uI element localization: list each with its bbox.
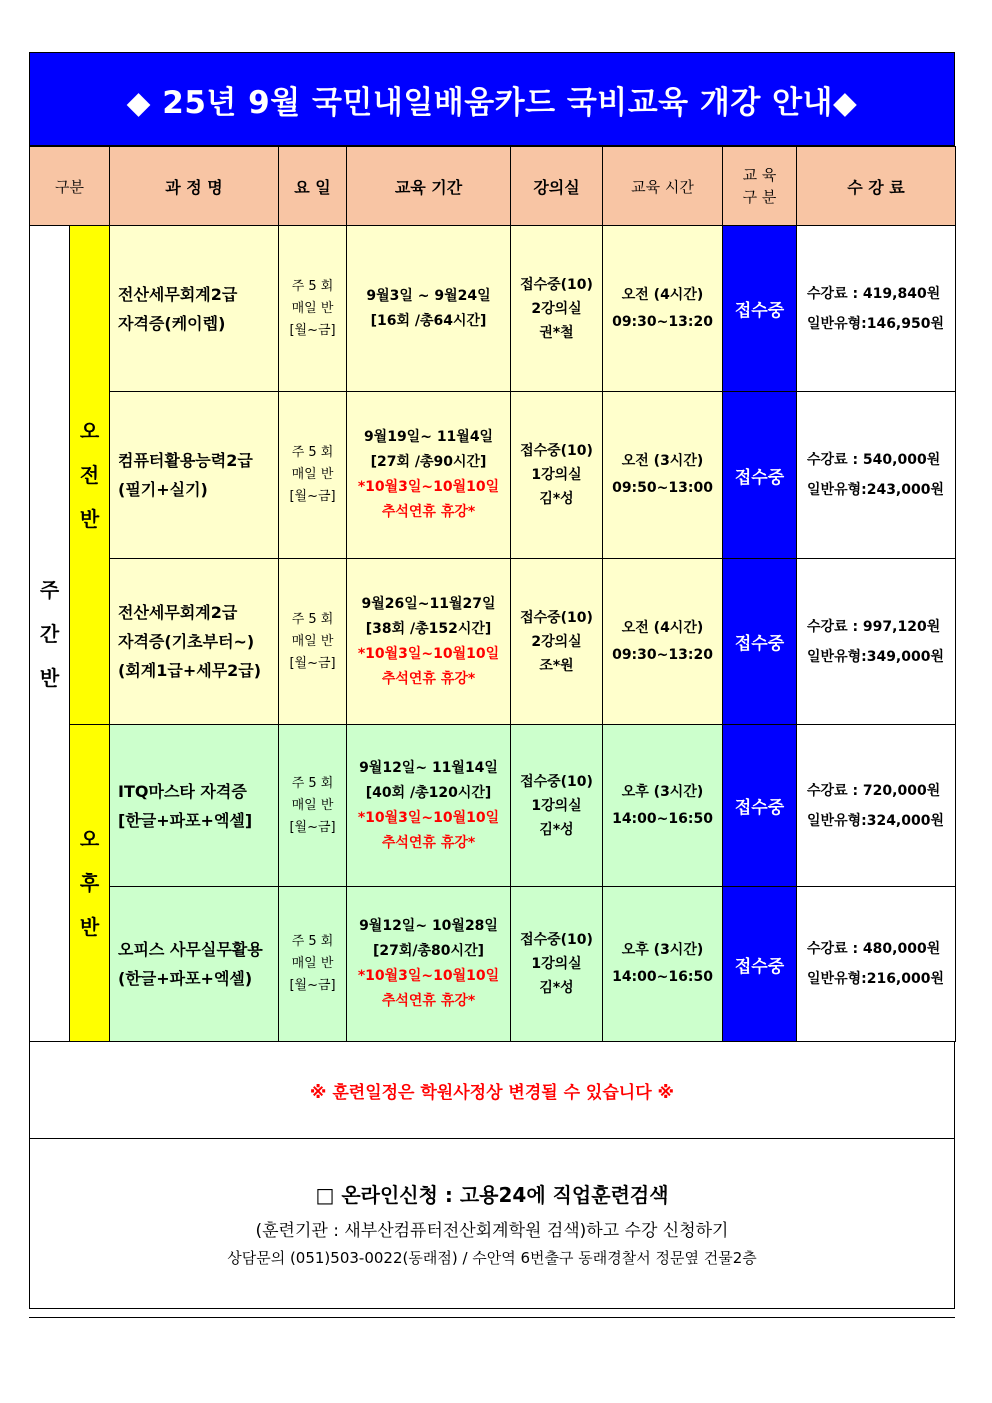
- group-afternoon: 오 후 반: [70, 725, 110, 1042]
- bottom-rule: [29, 1317, 955, 1318]
- course-room: 접수중(10) 1강의실 김*성: [511, 392, 603, 559]
- course-period: 9월3일 ~ 9월24일 [16회 /총64시간]: [347, 226, 511, 392]
- header-period: 교육 기간: [347, 147, 511, 226]
- header-time: 교육 시간: [603, 147, 723, 226]
- course-name: 컴퓨터활용능력2급 (필기+실기): [110, 392, 279, 559]
- table-row: [30, 559, 956, 725]
- header-days: 요 일: [279, 147, 347, 226]
- status-badge: 접수중: [723, 887, 797, 1042]
- holiday-note: *10월3일~10월10일: [357, 809, 500, 826]
- course-fee: 수강료 : 540,000원 일반유형:243,000원: [797, 392, 956, 559]
- header-fee: 수 강 료: [797, 147, 956, 226]
- course-period: 9월12일~ 10월28일 [27회/총80시간] *10월3일~10월10일 추석연휴 휴강*: [347, 887, 511, 1042]
- status-badge: 접수중: [723, 559, 797, 725]
- course-period: 9월12일~ 11월14일 [40회 /총120시간] *10월3일~10월10일 추석연휴 휴강*: [347, 725, 511, 887]
- course-time: 오전 (4시간) 09:30~13:20: [603, 559, 723, 725]
- course-time: 오후 (3시간) 14:00~16:50: [603, 725, 723, 887]
- status-badge: 접수중: [723, 392, 797, 559]
- course-table: [29, 146, 956, 1042]
- holiday-note: *10월3일~10월10일: [357, 479, 500, 495]
- course-name: ITQ마스타 자격증 [한글+파포+엑셀]: [110, 725, 279, 887]
- course-days: 주 5 회 매일 반 [월~금]: [279, 887, 347, 1042]
- course-room: 접수중(10) 1강의실 김*성: [511, 725, 603, 887]
- course-time: 오전 (3시간) 09:50~13:00: [603, 392, 723, 559]
- schedule-change-notice: ※ 훈련일정은 학원사정상 변경될 수 있습니다 ※: [29, 1042, 955, 1139]
- holiday-note-2: 추석연휴 휴강*: [381, 670, 476, 687]
- course-name: 전산세무회계2급 자격증(케이렙): [110, 226, 279, 392]
- header-course: 과 정 명: [110, 147, 279, 226]
- course-time: 오전 (4시간) 09:30~13:20: [603, 226, 723, 392]
- schedule-sheet: [29, 52, 955, 1309]
- course-rows: [30, 226, 956, 1042]
- course-days: 주 5 회 매일 반 [월~금]: [279, 725, 347, 887]
- header-type: 교 육 구 분: [723, 147, 797, 226]
- status-badge: 접수중: [723, 725, 797, 887]
- header-category: 구분: [30, 147, 110, 226]
- course-period: 9월26일~11월27일 [38회 /총152시간] *10월3일~10월10일 추석연휴 휴강*: [347, 559, 511, 725]
- course-name: 오피스 사무실무활용 (한글+파포+엑셀): [110, 887, 279, 1042]
- table-row: [30, 725, 956, 887]
- course-days: 주 5 회 매일 반 [월~금]: [279, 226, 347, 392]
- status-badge: 접수중: [723, 226, 797, 392]
- group-weekday: 주 간 반: [30, 226, 70, 1042]
- header-room: 강의실: [511, 147, 603, 226]
- online-apply-text: □ 온라인신청 : 고용24에 직업훈련검색: [315, 1183, 669, 1207]
- course-name: 전산세무회계2급 자격증(기초부터~) (회계1급+세무2급): [110, 559, 279, 725]
- institute-search-text: (훈련기관 : 새부산컴퓨터전산회계학원 검색)하고 수강 신청하기: [255, 1221, 729, 1241]
- holiday-note: *10월3일~10월10일: [357, 968, 500, 984]
- course-fee: 수강료 : 480,000원 일반유형:216,000원: [797, 887, 956, 1042]
- table-header-row: [30, 147, 956, 226]
- course-room: 접수중(10) 1강의실 김*성: [511, 887, 603, 1042]
- footer-info: [29, 1139, 955, 1309]
- table-row: [30, 887, 956, 1042]
- holiday-note-2: 추석연휴 휴강*: [381, 834, 476, 851]
- table-row: [30, 392, 956, 559]
- contact-text: 상담문의 (051)503-0022(동래점) / 수안역 6번출구 동래경찰서 정문옆 건물2층: [227, 1249, 757, 1267]
- course-period: 9월19일~ 11월4일 [27회 /총90시간] *10월3일~10월10일 추석연휴 휴강*: [347, 392, 511, 559]
- course-room: 접수중(10) 2강의실 조*원: [511, 559, 603, 725]
- group-morning: 오 전 반: [70, 226, 110, 725]
- course-fee: 수강료 : 997,120원 일반유형:349,000원: [797, 559, 956, 725]
- course-fee: 수강료 : 720,000원 일반유형:324,000원: [797, 725, 956, 887]
- holiday-note-2: 추석연휴 휴강*: [381, 504, 476, 520]
- holiday-note-2: 추석연휴 휴강*: [381, 993, 476, 1009]
- course-room: 접수중(10) 2강의실 권*철: [511, 226, 603, 392]
- page-title: ◆ 25년 9월 국민내일배움카드 국비교육 개강 안내◆: [29, 52, 955, 146]
- course-time: 오후 (3시간) 14:00~16:50: [603, 887, 723, 1042]
- course-days: 주 5 회 매일 반 [월~금]: [279, 392, 347, 559]
- table-row: [30, 226, 956, 392]
- holiday-note: *10월3일~10월10일: [357, 645, 500, 662]
- course-fee: 수강료 : 419,840원 일반유형:146,950원: [797, 226, 956, 392]
- course-days: 주 5 회 매일 반 [월~금]: [279, 559, 347, 725]
